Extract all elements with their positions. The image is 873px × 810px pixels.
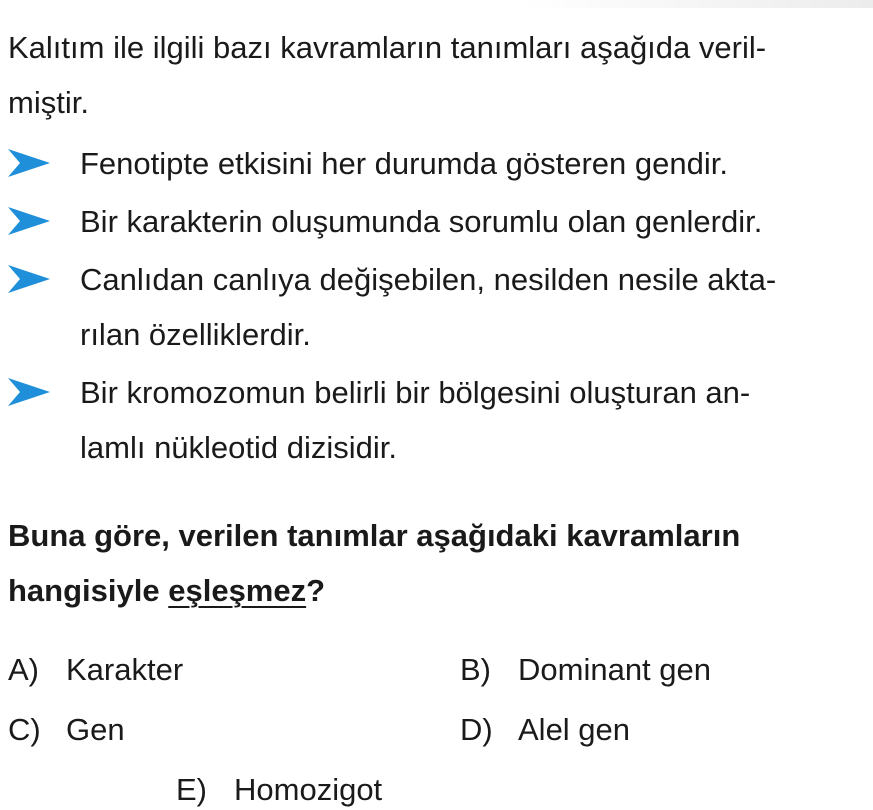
definition-text-continued: lamlı nükleotid dizisidir. [80, 430, 398, 465]
definition-text: Canlıdan canlıya değişebilen, nesilden nesile akta- [80, 262, 777, 297]
definition-item-2 [8, 194, 860, 249]
question-line-2-prefix: hangisiyle [8, 573, 169, 608]
intro-paragraph [8, 20, 860, 130]
question-stem [8, 508, 860, 618]
option-letter: D) [460, 712, 493, 747]
question-line-1: Buna göre, verilen tanımlar aşağıdaki kavramların [8, 518, 741, 553]
option-text: Homozigot [234, 772, 383, 807]
top-shade [520, 0, 873, 8]
intro-line-2: miştir. [8, 85, 89, 120]
option-text: Gen [66, 712, 125, 747]
definition-text-continued: rılan özelliklerdir. [80, 317, 311, 352]
definition-text: Fenotipte etkisini her durumda gösteren gendir. [80, 146, 728, 181]
option-text: Karakter [66, 652, 184, 687]
definition-item-3 [8, 252, 860, 362]
option-letter: C) [8, 712, 41, 747]
option-text: Dominant gen [518, 652, 712, 687]
option-c[interactable] [8, 710, 125, 750]
arrowhead-bullet-icon [8, 378, 50, 406]
arrowhead-bullet-icon [8, 149, 50, 177]
option-letter: B) [460, 652, 491, 687]
definition-item-1 [8, 136, 860, 191]
definition-text: Bir karakterin oluşumunda sorumlu olan genlerdir. [80, 204, 763, 239]
definition-item-4 [8, 365, 860, 475]
option-e[interactable] [176, 770, 382, 810]
option-a[interactable] [8, 650, 183, 690]
intro-line-1: Kalıtım ile ilgili bazı kavramların tanımları aşağıda veril- [8, 30, 767, 65]
option-letter: E) [176, 772, 207, 807]
arrowhead-bullet-icon [8, 207, 50, 235]
option-text: Alel gen [518, 712, 631, 747]
question-emphasis: eşleşmez [168, 573, 307, 608]
option-b[interactable] [460, 650, 711, 690]
definition-text: Bir kromozomun belirli bir bölgesini oluşturan an- [80, 375, 751, 410]
arrowhead-bullet-icon [8, 265, 50, 293]
option-letter: A) [8, 652, 39, 687]
definition-list [8, 136, 860, 478]
option-d[interactable] [460, 710, 630, 750]
question-line-2-suffix: ? [306, 573, 326, 608]
